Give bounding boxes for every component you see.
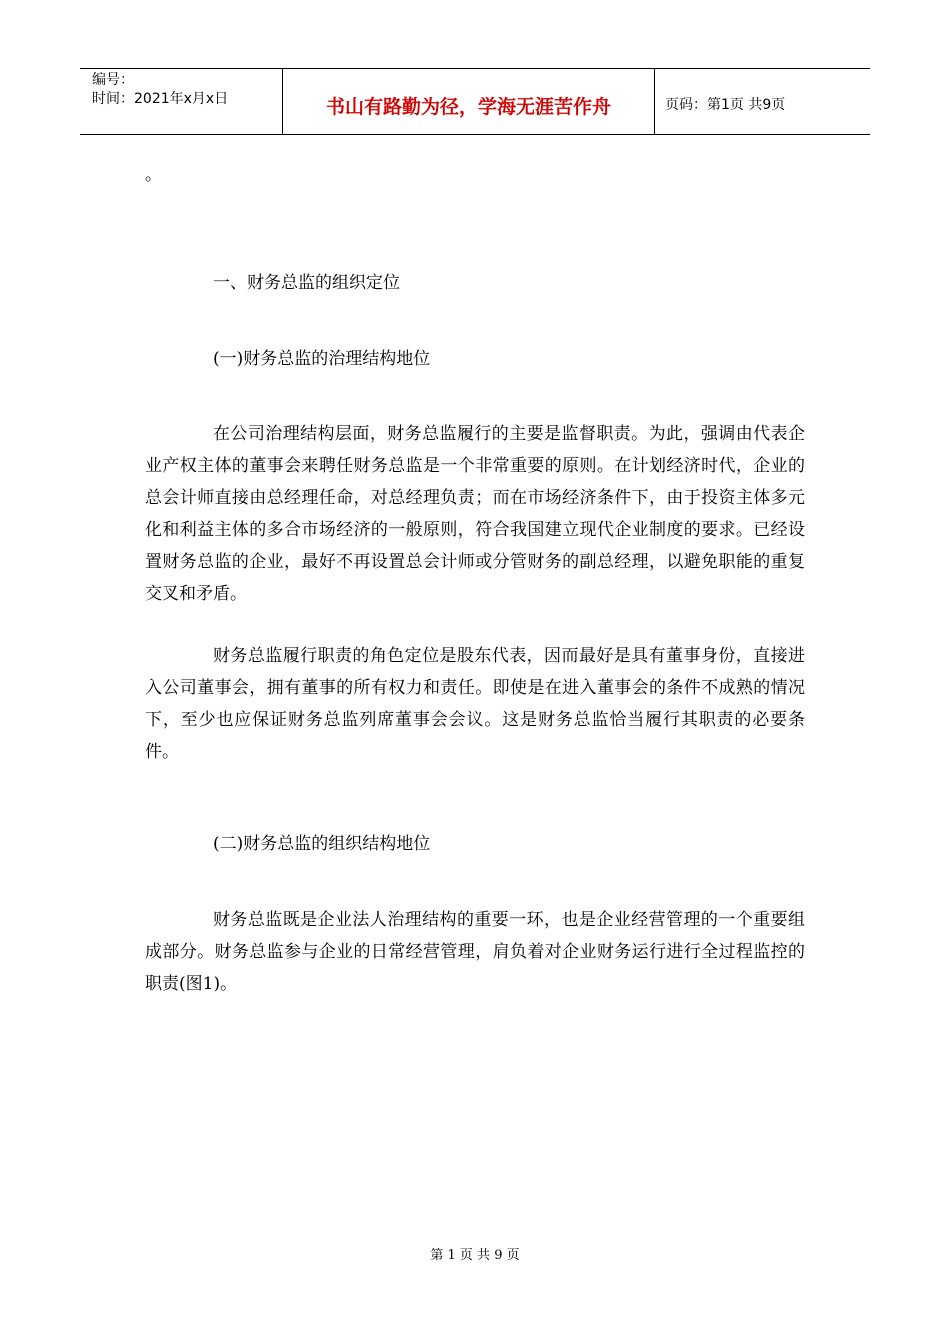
paragraph-2: 财务总监履行职责的角色定位是股东代表，因而最好是具有董事身份，直接进入公司董事会，拥有董事的所有权力和责任。即使是在进入董事会的条件不成熟的情况下，至少也应保证财务总监列席董事会会议。这是财务总监恰当履行其职责的必要条件。 (145, 646, 805, 762)
header-page-info: 页码：第1页 共9页 (665, 96, 786, 113)
document-header (80, 68, 870, 135)
page-footer: 第 1 页 共 9 页 (430, 1248, 520, 1263)
section-heading: 一、财务总监的组织定位 (213, 273, 400, 293)
leading-mark: 。 (145, 165, 162, 185)
header-date-label: 时间：2021年x月x日 (92, 91, 229, 107)
header-motto: 书山有路勤为径，学海无涯苦作舟 (283, 69, 655, 134)
paragraph-3: 财务总监既是企业法人治理结构的重要一环，也是企业经营管理的一个重要组成部分。财务总监参与企业的日常经营管理，肩负着对企业财务运行进行全过程监控的职责(图1)。 (145, 910, 805, 994)
paragraph-1: 在公司治理结构层面，财务总监履行的主要是监督职责。为此，强调由代表企业产权主体的董事会来聘任财务总监是一个非常重要的原则。在计划经济时代，企业的总会计师直接由总经理任命，对总经理负责；而在市场经济条件下，由于投资主体多元化和利益主体的多合市场经济的一般原则，符合我国建立现代企业制度的要求。已经设置财务总监的企业，最好不再设置总会计师或分管财务的副总经理，以避免职能的重复交叉和矛盾。 (145, 424, 805, 604)
header-meta (80, 69, 283, 134)
subsection-heading-1: (一)财务总监的治理结构地位 (213, 349, 431, 369)
subsection-heading-2: (二)财务总监的组织结构地位 (213, 834, 431, 854)
header-number-label: 编号： (92, 72, 134, 88)
